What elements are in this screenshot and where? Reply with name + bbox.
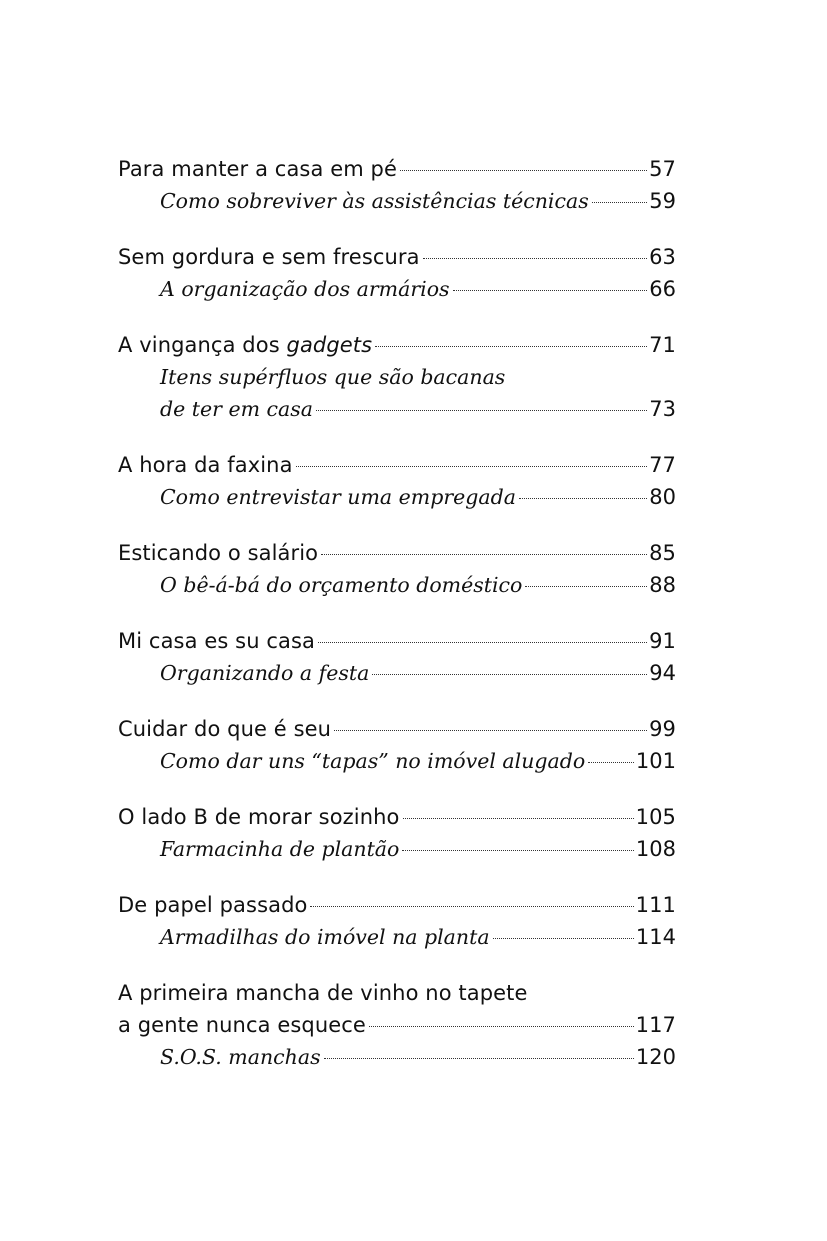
toc-section [118, 713, 676, 777]
dot-leader [296, 466, 648, 467]
page-number: 120 [635, 1045, 676, 1069]
subsection-title: Farmacinha de plantão [160, 837, 400, 861]
subsection-title: Organizando a festa [160, 661, 370, 685]
toc-chapter-entry[interactable] [118, 889, 676, 921]
dot-leader [318, 642, 647, 643]
dot-leader [403, 818, 634, 819]
toc-subsection-entry[interactable] [118, 745, 676, 777]
table-of-contents [118, 153, 676, 1097]
toc-section [118, 449, 676, 513]
subsection-title: Como sobreviver às assistências técnicas [160, 189, 589, 213]
page-number: 63 [649, 245, 676, 269]
page-number: 80 [649, 485, 676, 509]
dot-leader [316, 410, 647, 411]
page-number: 66 [649, 277, 676, 301]
toc-chapter-entry-line-2[interactable] [118, 1009, 676, 1041]
dot-leader [369, 1026, 634, 1027]
toc-section [118, 801, 676, 865]
dot-leader [400, 170, 647, 171]
toc-chapter-entry[interactable] [118, 625, 676, 657]
page-number: 77 [649, 453, 676, 477]
toc-section [118, 153, 676, 217]
chapter-title: Esticando o salário [118, 541, 319, 565]
page-number: 114 [635, 925, 676, 949]
toc-section [118, 977, 676, 1073]
page-number: 94 [649, 661, 676, 685]
subsection-title: Armadilhas do imóvel na planta [160, 925, 490, 949]
page-number: 59 [649, 189, 676, 213]
toc-section [118, 537, 676, 601]
subsection-title: de ter em casa [160, 397, 313, 421]
dot-leader [453, 290, 648, 291]
toc-subsection-entry[interactable] [118, 1041, 676, 1073]
toc-chapter-entry[interactable] [118, 537, 676, 569]
chapter-title: a gente nunca esquece [118, 1013, 366, 1037]
dot-leader [423, 258, 647, 259]
page-number: 99 [649, 717, 676, 741]
chapter-title: A primeira mancha de vinho no tapete [118, 981, 528, 1005]
subsection-title: Como dar uns “tapas” no imóvel alugado [160, 749, 586, 773]
chapter-title: Para manter a casa em pé [118, 157, 398, 181]
dot-leader [519, 498, 647, 499]
toc-chapter-entry[interactable] [118, 801, 676, 833]
page-number: 101 [635, 749, 676, 773]
toc-subsection-entry-line-2[interactable] [118, 393, 676, 425]
toc-chapter-entry[interactable] [118, 241, 676, 273]
toc-subsection-entry[interactable] [118, 481, 676, 513]
toc-section [118, 329, 676, 425]
dot-leader [334, 730, 647, 731]
subsection-title: A organização dos armários [160, 277, 450, 301]
toc-section [118, 889, 676, 953]
chapter-title: Mi casa es su casa [118, 629, 316, 653]
subsection-title: O bê-á-bá do orçamento doméstico [160, 573, 523, 597]
page-number: 73 [649, 397, 676, 421]
dot-leader [525, 586, 647, 587]
chapter-title: Sem gordura e sem frescura [118, 245, 420, 269]
dot-leader [321, 554, 647, 555]
chapter-title [118, 329, 372, 361]
toc-subsection-entry[interactable] [118, 657, 676, 689]
dot-leader [310, 906, 633, 907]
subsection-title: S.O.S. manchas [160, 1045, 321, 1069]
dot-leader [592, 202, 648, 203]
toc-section [118, 625, 676, 689]
chapter-title: Cuidar do que é seu [118, 717, 332, 741]
toc-subsection-entry[interactable] [118, 273, 676, 305]
page-number: 57 [649, 157, 676, 181]
chapter-title: O lado B de morar sozinho [118, 805, 400, 829]
chapter-title: A hora da faxina [118, 453, 293, 477]
dot-leader [493, 938, 634, 939]
toc-chapter-entry[interactable] [118, 329, 676, 361]
chapter-title-emphasis: gadgets [286, 333, 373, 357]
page-number: 91 [649, 629, 676, 653]
toc-subsection-entry[interactable] [118, 569, 676, 601]
toc-subsection-entry[interactable] [118, 185, 676, 217]
page-number: 108 [635, 837, 676, 861]
chapter-title-prefix: A vingança dos [118, 333, 280, 357]
toc-subsection-entry[interactable] [118, 833, 676, 865]
dot-leader [375, 346, 647, 347]
dot-leader [372, 674, 647, 675]
toc-chapter-entry[interactable] [118, 153, 676, 185]
toc-chapter-entry-line-1[interactable] [118, 977, 676, 1009]
subsection-title: Como entrevistar uma empregada [160, 485, 516, 509]
toc-chapter-entry[interactable] [118, 713, 676, 745]
page-number: 111 [635, 893, 676, 917]
dot-leader [324, 1058, 634, 1059]
toc-section [118, 241, 676, 305]
page-number: 117 [635, 1013, 676, 1037]
page-number: 71 [649, 333, 676, 357]
toc-subsection-entry[interactable] [118, 921, 676, 953]
toc-subsection-entry-line-1[interactable] [118, 361, 676, 393]
subsection-title: Itens supérfluos que são bacanas [160, 365, 506, 389]
toc-chapter-entry[interactable] [118, 449, 676, 481]
chapter-title: De papel passado [118, 893, 308, 917]
dot-leader [588, 762, 634, 763]
page-number: 85 [649, 541, 676, 565]
page-number: 105 [635, 805, 676, 829]
dot-leader [402, 850, 634, 851]
page-number: 88 [649, 573, 676, 597]
